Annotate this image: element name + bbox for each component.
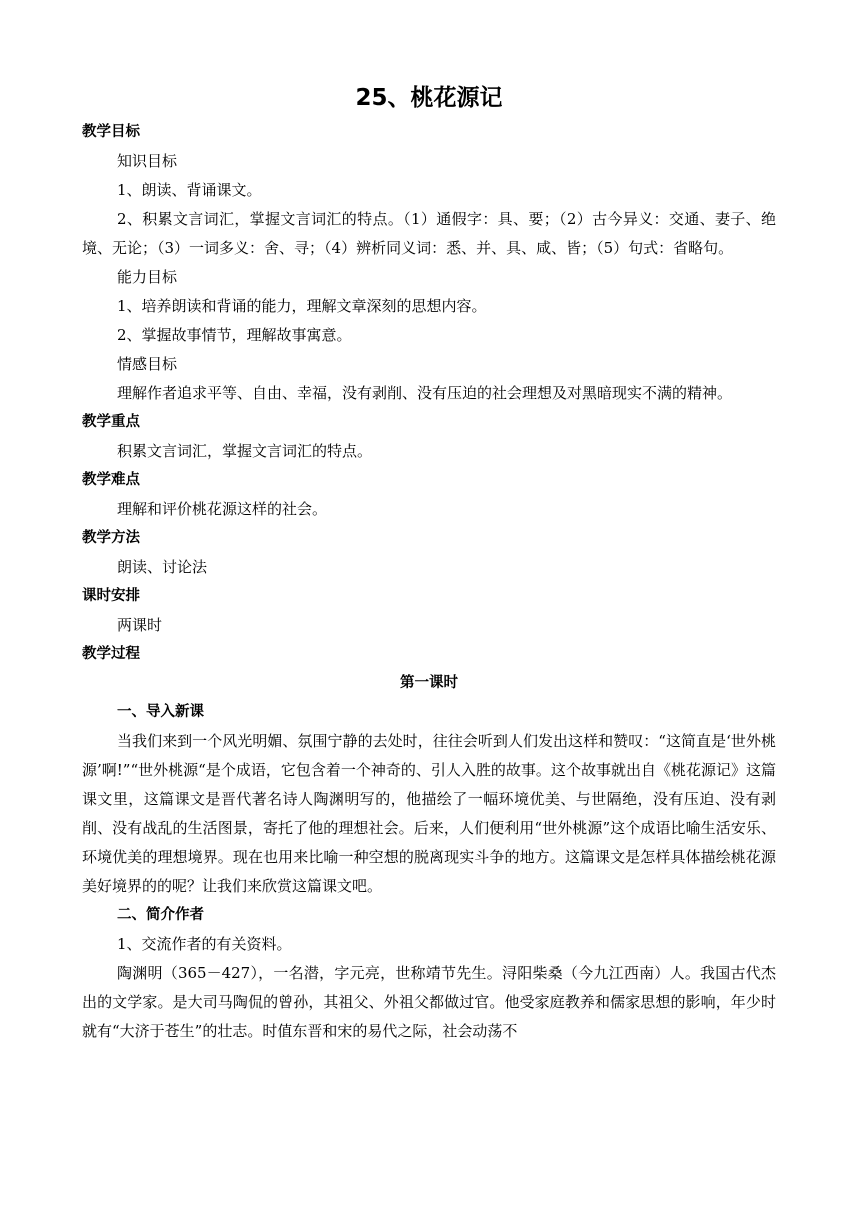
knowledge-goal-label: 知识目标 [117,152,178,170]
ability-item-2: 2、掌握故事情节，理解故事寓意。 [117,326,352,344]
emotion-goal-label: 情感目标 [117,355,178,373]
difficulty-heading: 教学难点 [82,472,140,488]
focus-text: 积累文言词汇，掌握文言词汇的特点。 [117,442,373,460]
section2-text: 陶渊明（365－427），一名潜，字元亮，世称靖节先生。浔阳柴桑（今九江西南）人。我国古代杰出的文学家。是大司马陶侃的曾孙，其祖父、外祖父都做过官。他受家庭教养和儒家思想的影响，年少时就有“大济于苍生”的壮志。时值东晋和宋的易代之际，社会动荡不 [82,964,776,1040]
schedule-heading: 课时安排 [82,588,140,604]
ability-goal-label: 能力目标 [117,268,178,286]
section1-heading: 一、导入新课 [117,704,204,720]
knowledge-item-2: 2、积累文言词汇，掌握文言词汇的特点。（1）通假字：具、要；（2）古今异义：交通、妻子、绝境、无论；（3）一词多义：舍、寻；（4）辨析同义词：悉、并、具、咸、皆；（5）句式：省略句。 [82,210,776,257]
document-title: 25、桃花源记 [355,85,503,111]
method-text: 朗读、讨论法 [117,558,208,576]
section2-heading: 二、简介作者 [117,907,204,923]
difficulty-text: 理解和评价桃花源这样的社会。 [117,500,328,518]
ability-item-1: 1、培养朗读和背诵的能力，理解文章深刻的思想内容。 [117,297,487,315]
focus-heading: 教学重点 [82,414,140,430]
process-heading: 教学过程 [82,646,140,662]
section1-text: 当我们来到一个风光明媚、氛围宁静的去处时，往往会听到人们发出这样和赞叹：“这简直是‘世外桃源’啊!”“世外桃源“是个成语，它包含着一个神奇的、引人入胜的故事。这个故事就出自《桃花源记》这篇课文里，这篇课文是晋代著名诗人陶渊明写的，他描绘了一幅环境优美、与世隔绝，没有压迫、没有剥削、没有战乱的生活图景，寄托了他的理想社会。后来，人们便利用“世外桃源”这个成语比喻生活安乐、环境优美的理想境界。现在也用来比喻一种空想的脱离现实斗争的地方。这篇课文是怎样具体描绘桃花源美好境界的的呢？让我们来欣赏这篇课文吧。 [82,732,776,895]
knowledge-item-1: 1、朗读、背诵课文。 [117,181,262,199]
schedule-text: 两课时 [117,616,163,634]
section2-item-1: 1、交流作者的有关资料。 [117,935,292,953]
method-heading: 教学方法 [82,530,140,546]
goals-heading: 教学目标 [82,124,140,140]
document-page [82,78,776,1046]
lesson1-heading: 第一课时 [400,675,458,691]
emotion-text: 理解作者追求平等、自由、幸福，没有剥削、没有压迫的社会理想及对黑暗现实不满的精神。 [117,384,733,402]
